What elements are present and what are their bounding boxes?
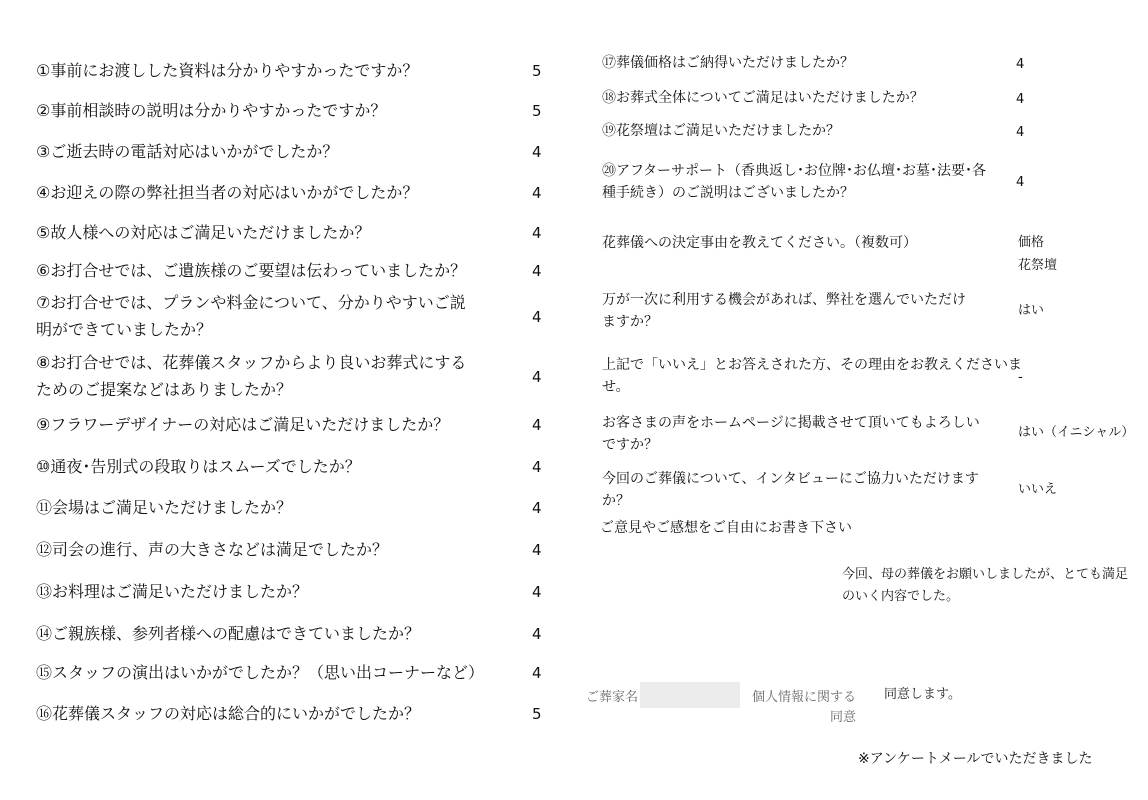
question-1: ①事前にお渡しした資料は分かりやすかったですか？ xyxy=(36,61,419,80)
question-9: ⑨フラワーデザイナーの対応はご満足いただけましたか？ xyxy=(36,415,450,434)
answer-publish: はい（イニシャル） xyxy=(1018,425,1135,440)
answer-5: 4 xyxy=(532,224,542,242)
question-6: ⑥お打合せでは、ご遺族様のご要望は伝わっていましたか？ xyxy=(36,261,467,280)
question-interview-line-2: か？ xyxy=(602,493,630,509)
answer-9: 4 xyxy=(532,416,542,434)
question-16: ⑯花葬儀スタッフの対応は総合的にいかがでしたか？ xyxy=(36,704,421,723)
footer-note: ※アンケートメールでいただきました xyxy=(858,751,1093,767)
answer-2: 5 xyxy=(532,102,542,120)
question-reuse-line-2: ますか？ xyxy=(602,314,658,330)
question-8-line-1: ⑧お打合せでは、花葬儀スタッフからより良いお葬式にする xyxy=(36,353,467,372)
answer-18: 4 xyxy=(1016,92,1025,107)
question-15: ⑮スタッフの演出はいかがでしたか？（思い出コーナーなど） xyxy=(36,663,485,682)
answer-6: 4 xyxy=(532,262,542,280)
question-12: ⑫司会の進行、声の大きさなどは満足でしたか？ xyxy=(36,540,389,559)
question-publish-line-2: ですか？ xyxy=(602,437,658,453)
question-13: ⑬お料理はご満足いただけましたか？ xyxy=(36,582,309,601)
question-interview-line-1: 今回のご葬儀について、インタビューにご協力いただけます xyxy=(602,471,979,487)
question-no-reason-line-2: せ。 xyxy=(602,379,630,395)
question-4: ④お迎えの際の弊社担当者の対応はいかがでしたか？ xyxy=(36,183,419,202)
answer-19: 4 xyxy=(1016,125,1025,140)
question-8-line-2: ためのご提案などはありましたか？ xyxy=(36,380,293,399)
question-14: ⑭ご親族様、参列者様への配慮はできていましたか？ xyxy=(36,624,421,643)
answer-10: 4 xyxy=(532,458,542,476)
answer-3: 4 xyxy=(532,143,542,161)
question-18: ⑱お葬式全体についてご満足はいただけましたか？ xyxy=(602,90,924,106)
answer-17: 4 xyxy=(1016,57,1025,72)
free-comment-label: ご意見やご感想をご自由にお書き下さい xyxy=(600,520,852,536)
answer-no-reason: - xyxy=(1018,370,1023,385)
answer-15: 4 xyxy=(532,664,542,682)
family-name-redacted xyxy=(640,682,740,708)
free-comment-text: 今回、母の葬儀をお願いしましたが、とても満足のいく内容でした。 xyxy=(842,567,1129,604)
question-decision-reason: 花葬儀への決定事由を教えてください。（複数可） xyxy=(602,235,917,251)
answer-decision-reason-2: 花祭壇 xyxy=(1018,258,1058,273)
privacy-consent-label-line-1: 個人情報に関する xyxy=(752,690,857,705)
privacy-consent-value: 同意します。 xyxy=(884,687,961,702)
answer-decision-reason-1: 価格 xyxy=(1018,235,1045,250)
answer-12: 4 xyxy=(532,541,542,559)
answer-8: 4 xyxy=(532,368,542,386)
question-20-line-1: ⑳アフターサポート（香典返し･お位牌･お仏壇･お墓･法要･各 xyxy=(602,163,987,179)
question-10: ⑩通夜･告別式の段取りはスムーズでしたか？ xyxy=(36,457,361,476)
answer-16: 5 xyxy=(532,705,542,723)
answer-interview: いいえ xyxy=(1018,482,1058,497)
answer-7: 4 xyxy=(532,308,542,326)
question-2: ②事前相談時の説明は分かりやすかったですか？ xyxy=(36,101,387,120)
question-7-line-2: 明ができていましたか？ xyxy=(36,320,213,339)
answer-reuse: はい xyxy=(1018,303,1045,318)
question-5: ⑤故人様への対応はご満足いただけましたか？ xyxy=(36,223,371,242)
answer-20: 4 xyxy=(1016,175,1025,190)
question-3: ③ご逝去時の電話対応はいかがでしたか？ xyxy=(36,142,339,161)
question-19: ⑲花祭壇はご満足いただけましたか？ xyxy=(602,123,840,139)
answer-11: 4 xyxy=(532,499,542,517)
family-name-label: ご葬家名 xyxy=(586,690,639,705)
question-no-reason-line-1: 上記で「いいえ」とお答えされた方、その理由をお教えくださいま xyxy=(602,357,1022,373)
question-17: ⑰葬儀価格はご納得いただけましたか？ xyxy=(602,55,854,71)
question-7-line-1: ⑦お打合せでは、プランや料金について、分かりやすいご説 xyxy=(36,293,466,312)
question-reuse-line-1: 万が一次に利用する機会があれば、弊社を選んでいただけ xyxy=(602,292,966,308)
answer-13: 4 xyxy=(532,583,542,601)
question-20-line-2: 種手続き）のご説明はございましたか？ xyxy=(602,185,854,201)
privacy-consent-label-line-2: 同意 xyxy=(830,710,857,725)
answer-1: 5 xyxy=(532,62,542,80)
question-publish-line-1: お客さまの声をホームページに掲載させて頂いてもよろしい xyxy=(602,415,980,431)
question-11: ⑪会場はご満足いただけましたか？ xyxy=(36,498,293,517)
answer-4: 4 xyxy=(532,184,542,202)
answer-14: 4 xyxy=(532,625,542,643)
